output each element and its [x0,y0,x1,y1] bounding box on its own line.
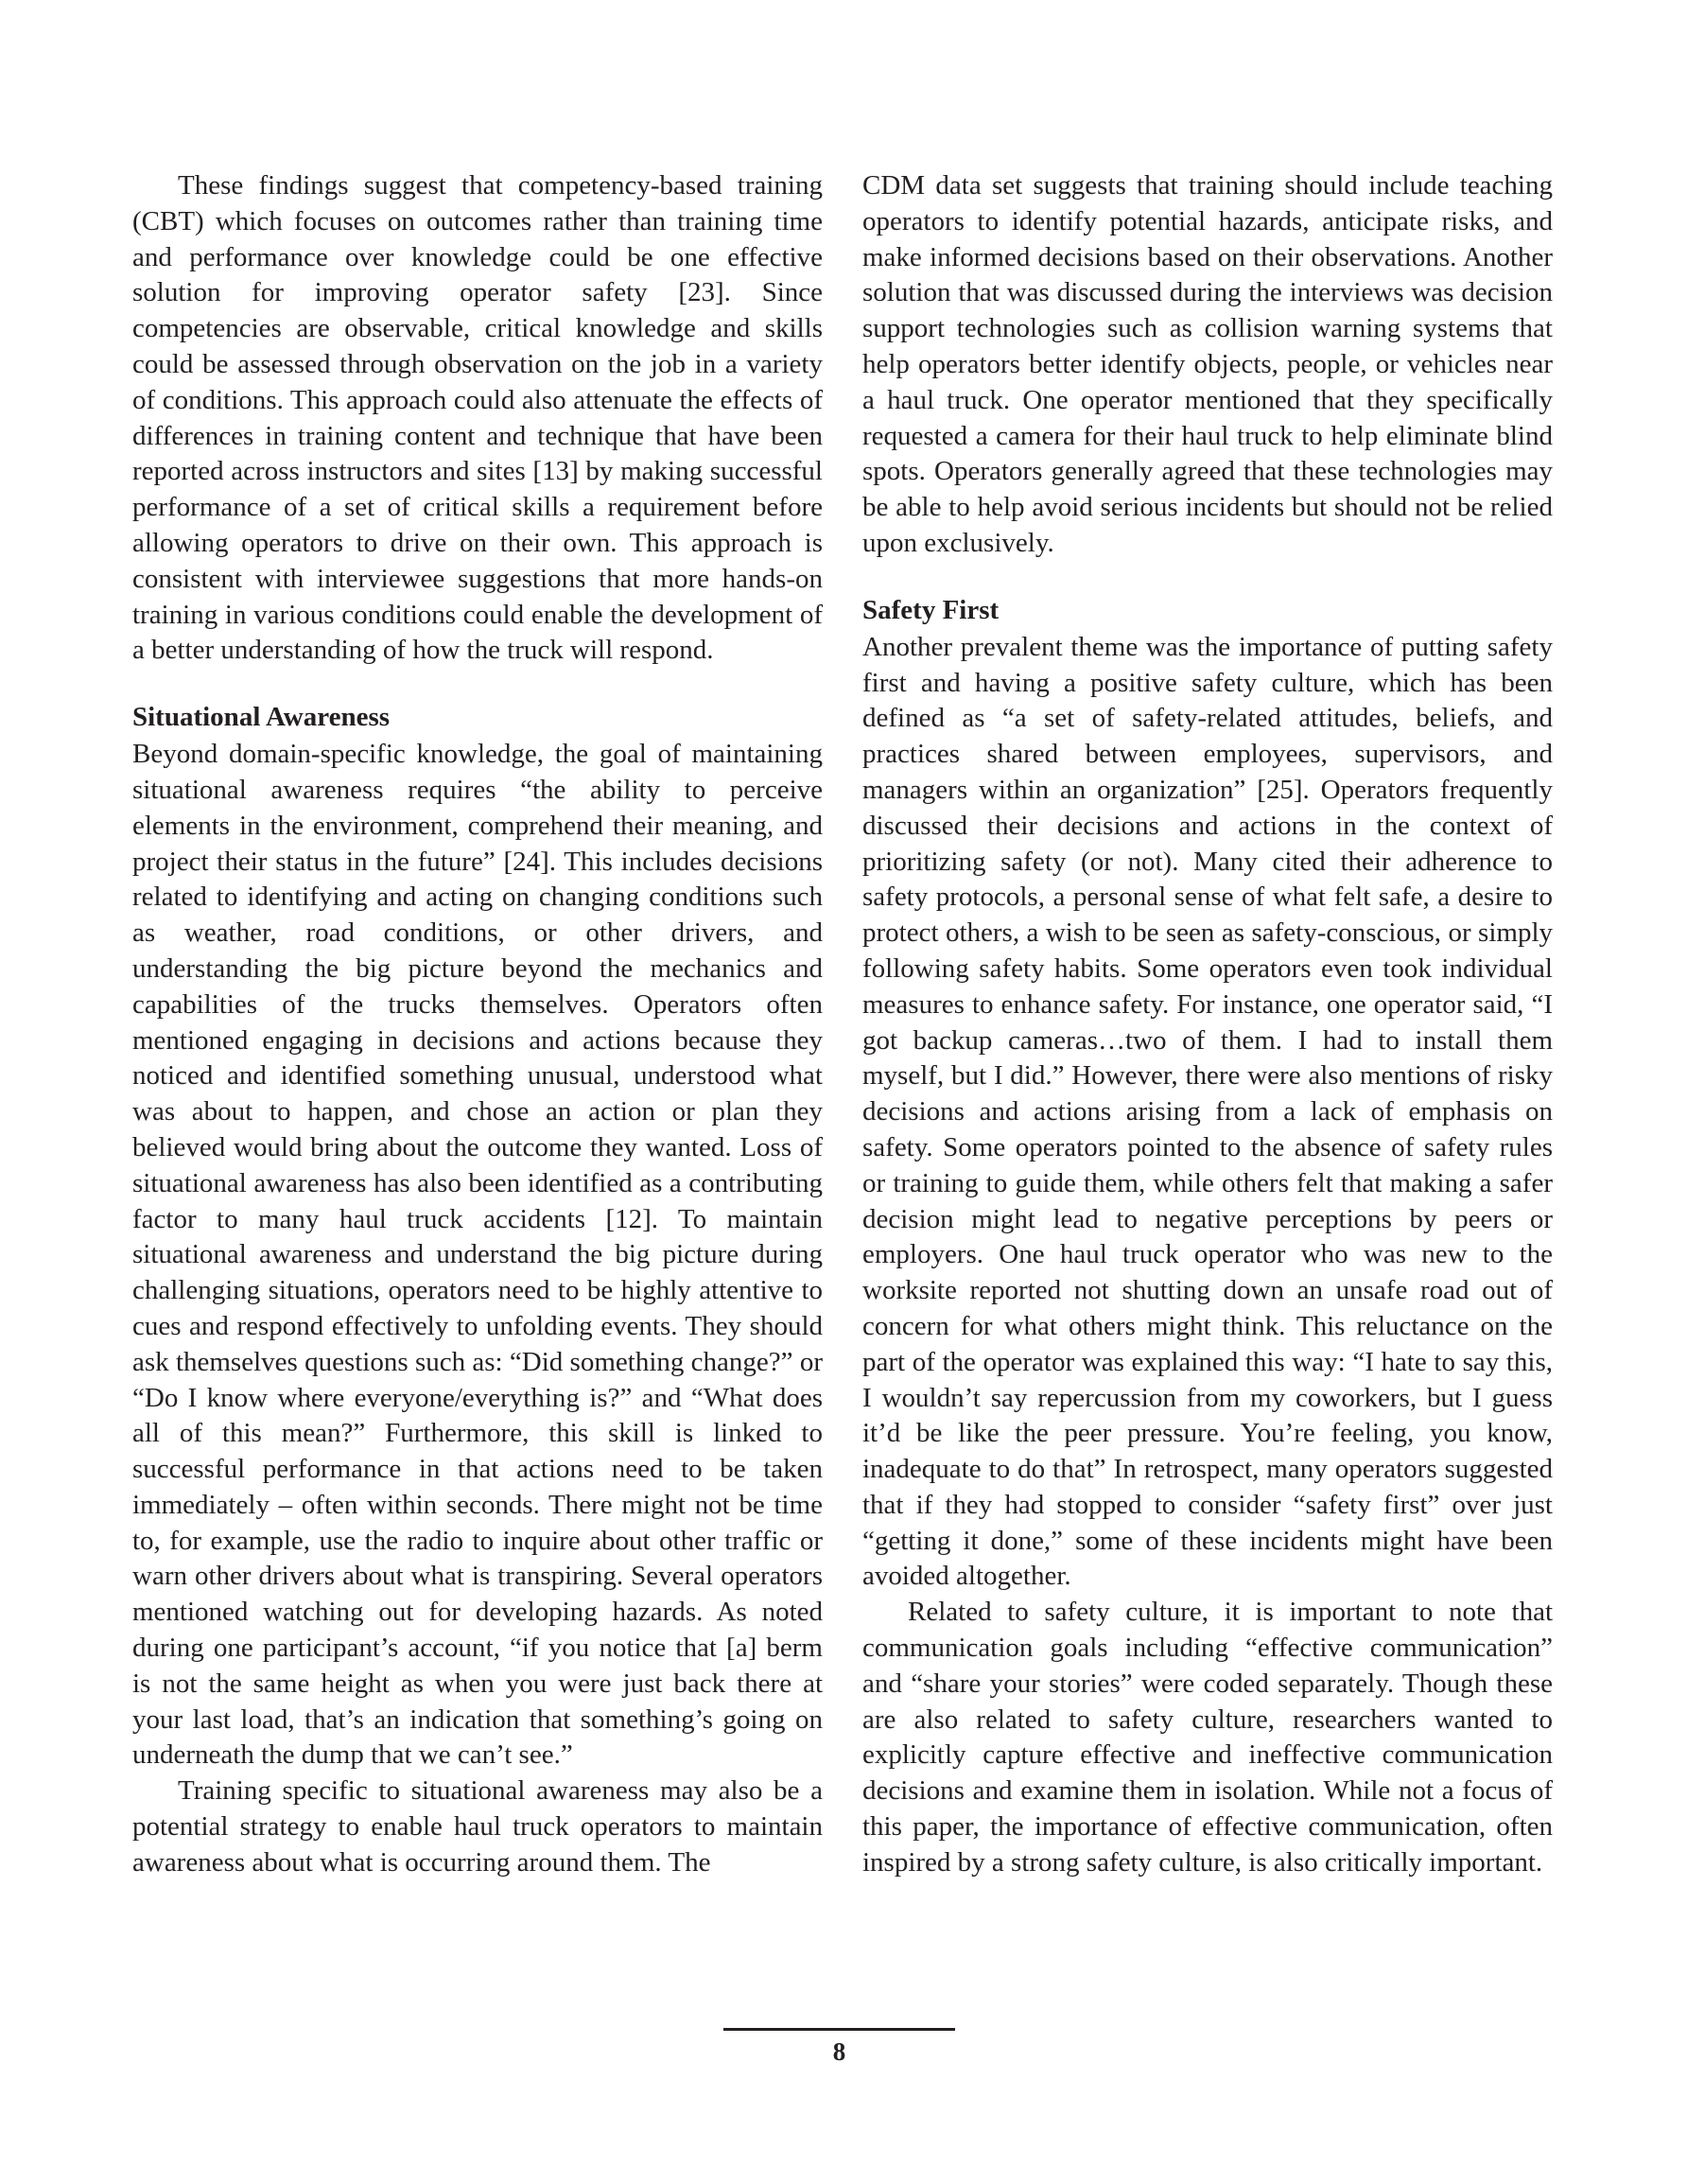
page-number: 8 [832,2037,846,2066]
body-paragraph: Another prevalent theme was the importance of putting safety first and having a positive safety culture, which has been defined as “a set of safety-related attitudes, beliefs, and practices shared between employees, supervisors, and managers within an organization” [25]. Operators frequently discussed their decisions and actions in the context of prioritizing safety (or not). Many cited their adherence to safety protocols, a personal sense of what felt safe, a desire to protect others, a wish to be seen as safety-conscious, or simply following safety habits. Some operators even took individual measures to enhance safety. For instance, one operator said, “I got backup cameras…two of them. I had to install them myself, but I did.” However, there were also mentions of risky decisions and actions arising from a lack of emphasis on safety. Some operators pointed to the absence of safety rules or training to guide them, while others felt that making a safer decision might lead to negative perceptions by peers or employers. One haul truck operator who was new to the worksite reported not shutting down an unsafe road out of concern for what others might think. This reluctance on the part of the operator was explained this way: “I hate to say this, I wouldn’t say repercussion from my coworkers, but I guess it’d be like the peer pressure. You’re feeling, you know, inadequate to do that” In retrospect, many operators suggested that if they had stopped to consider “safety first” over just “getting it done,” some of these incidents might have been avoided altogether. [862,631,1553,1592]
body-paragraph: Beyond domain-specific knowledge, the goal of maintaining situational awareness requires “the ability to perceive elements in the environment, comprehend their meaning, and project their status in the future” [24]. This includes decisions related to identifying and acting on changing conditions such as weather, road conditions, or other drivers, and understanding the big picture beyond the mechanics and capabilities of the trucks themselves. Operators often mentioned engaging in decisions and actions because they noticed and identified something unusual, understood what was about to happen, and chose an action or plan they believed would bring about the outcome they wanted. Loss of situational awareness has also been identified as a contributing factor to many haul truck accidents [12]. To maintain situational awareness and understand the big picture during challenging situations, operators need to be highly attentive to cues and respond effectively to unfolding events. They should ask themselves questions such as: “Did something change?” or “Do I know where everyone/everything is?” and “What does all of this mean?” Furthermore, this skill is linked to successful performance in that actions need to be taken immediately – often within seconds. There might not be time to, for example, use the radio to inquire about other traffic or warn other drivers about what is transpiring. Several operators mentioned watching out for developing hazards. As noted during one participant’s account, “if you notice that [a] berm is not the same height as when you were just back there at your last load, that’s an indication that something’s going on underneath the dump that we can’t see.” [132,739,823,1771]
left-column [132,168,823,1881]
body-paragraph: These findings suggest that competency-based training (CBT) which focuses on outcomes rather than training time and performance over knowledge could be one effective solution for improving operator safety [23]. Since competencies are observable, critical knowledge and skills could be assessed through observation on the job in a variety of conditions. This approach could also attenuate the effects of differences in training content and technique that have been reported across instructors and sites [13] by making successful performance of a set of critical skills a requirement before allowing operators to drive on their own. This approach is consistent with interviewee suggestions that more hands-on training in various conditions could enable the development of a better understanding of how the truck will respond. [132,170,823,666]
right-column [862,168,1553,1881]
footer-rule [723,2028,955,2031]
body-paragraph: Related to safety culture, it is important to note that communication goals including “effective communication” and “share your stories” were coded separately. Though these are also related to safety culture, researchers wanted to explicitly capture effective and ineffective communication decisions and examine them in isolation. While not a focus of this paper, the importance of effective communication, often inspired by a strong safety culture, is also critically important. [862,1597,1553,1878]
body-paragraph: Training specific to situational awareness may also be a potential strategy to enable haul truck operators to maintain awareness about what is occurring around them. The [132,1775,823,1878]
section-heading-safety-first: Safety First [862,594,1000,625]
section-heading-situational-awareness: Situational Awareness [132,702,391,733]
body-paragraph: CDM data set suggests that training should include teaching operators to identify potential hazards, anticipate risks, and make informed decisions based on their observations. Another solution that was discussed during the interviews was decision support technologies such as collision warning systems that help operators better identify objects, people, or vehicles near a haul truck. One operator mentioned that they specifically requested a camera for their haul truck to help eliminate blind spots. Operators generally agreed that these technologies may be able to help avoid serious incidents but should not be relied upon exclusively. [862,170,1553,558]
